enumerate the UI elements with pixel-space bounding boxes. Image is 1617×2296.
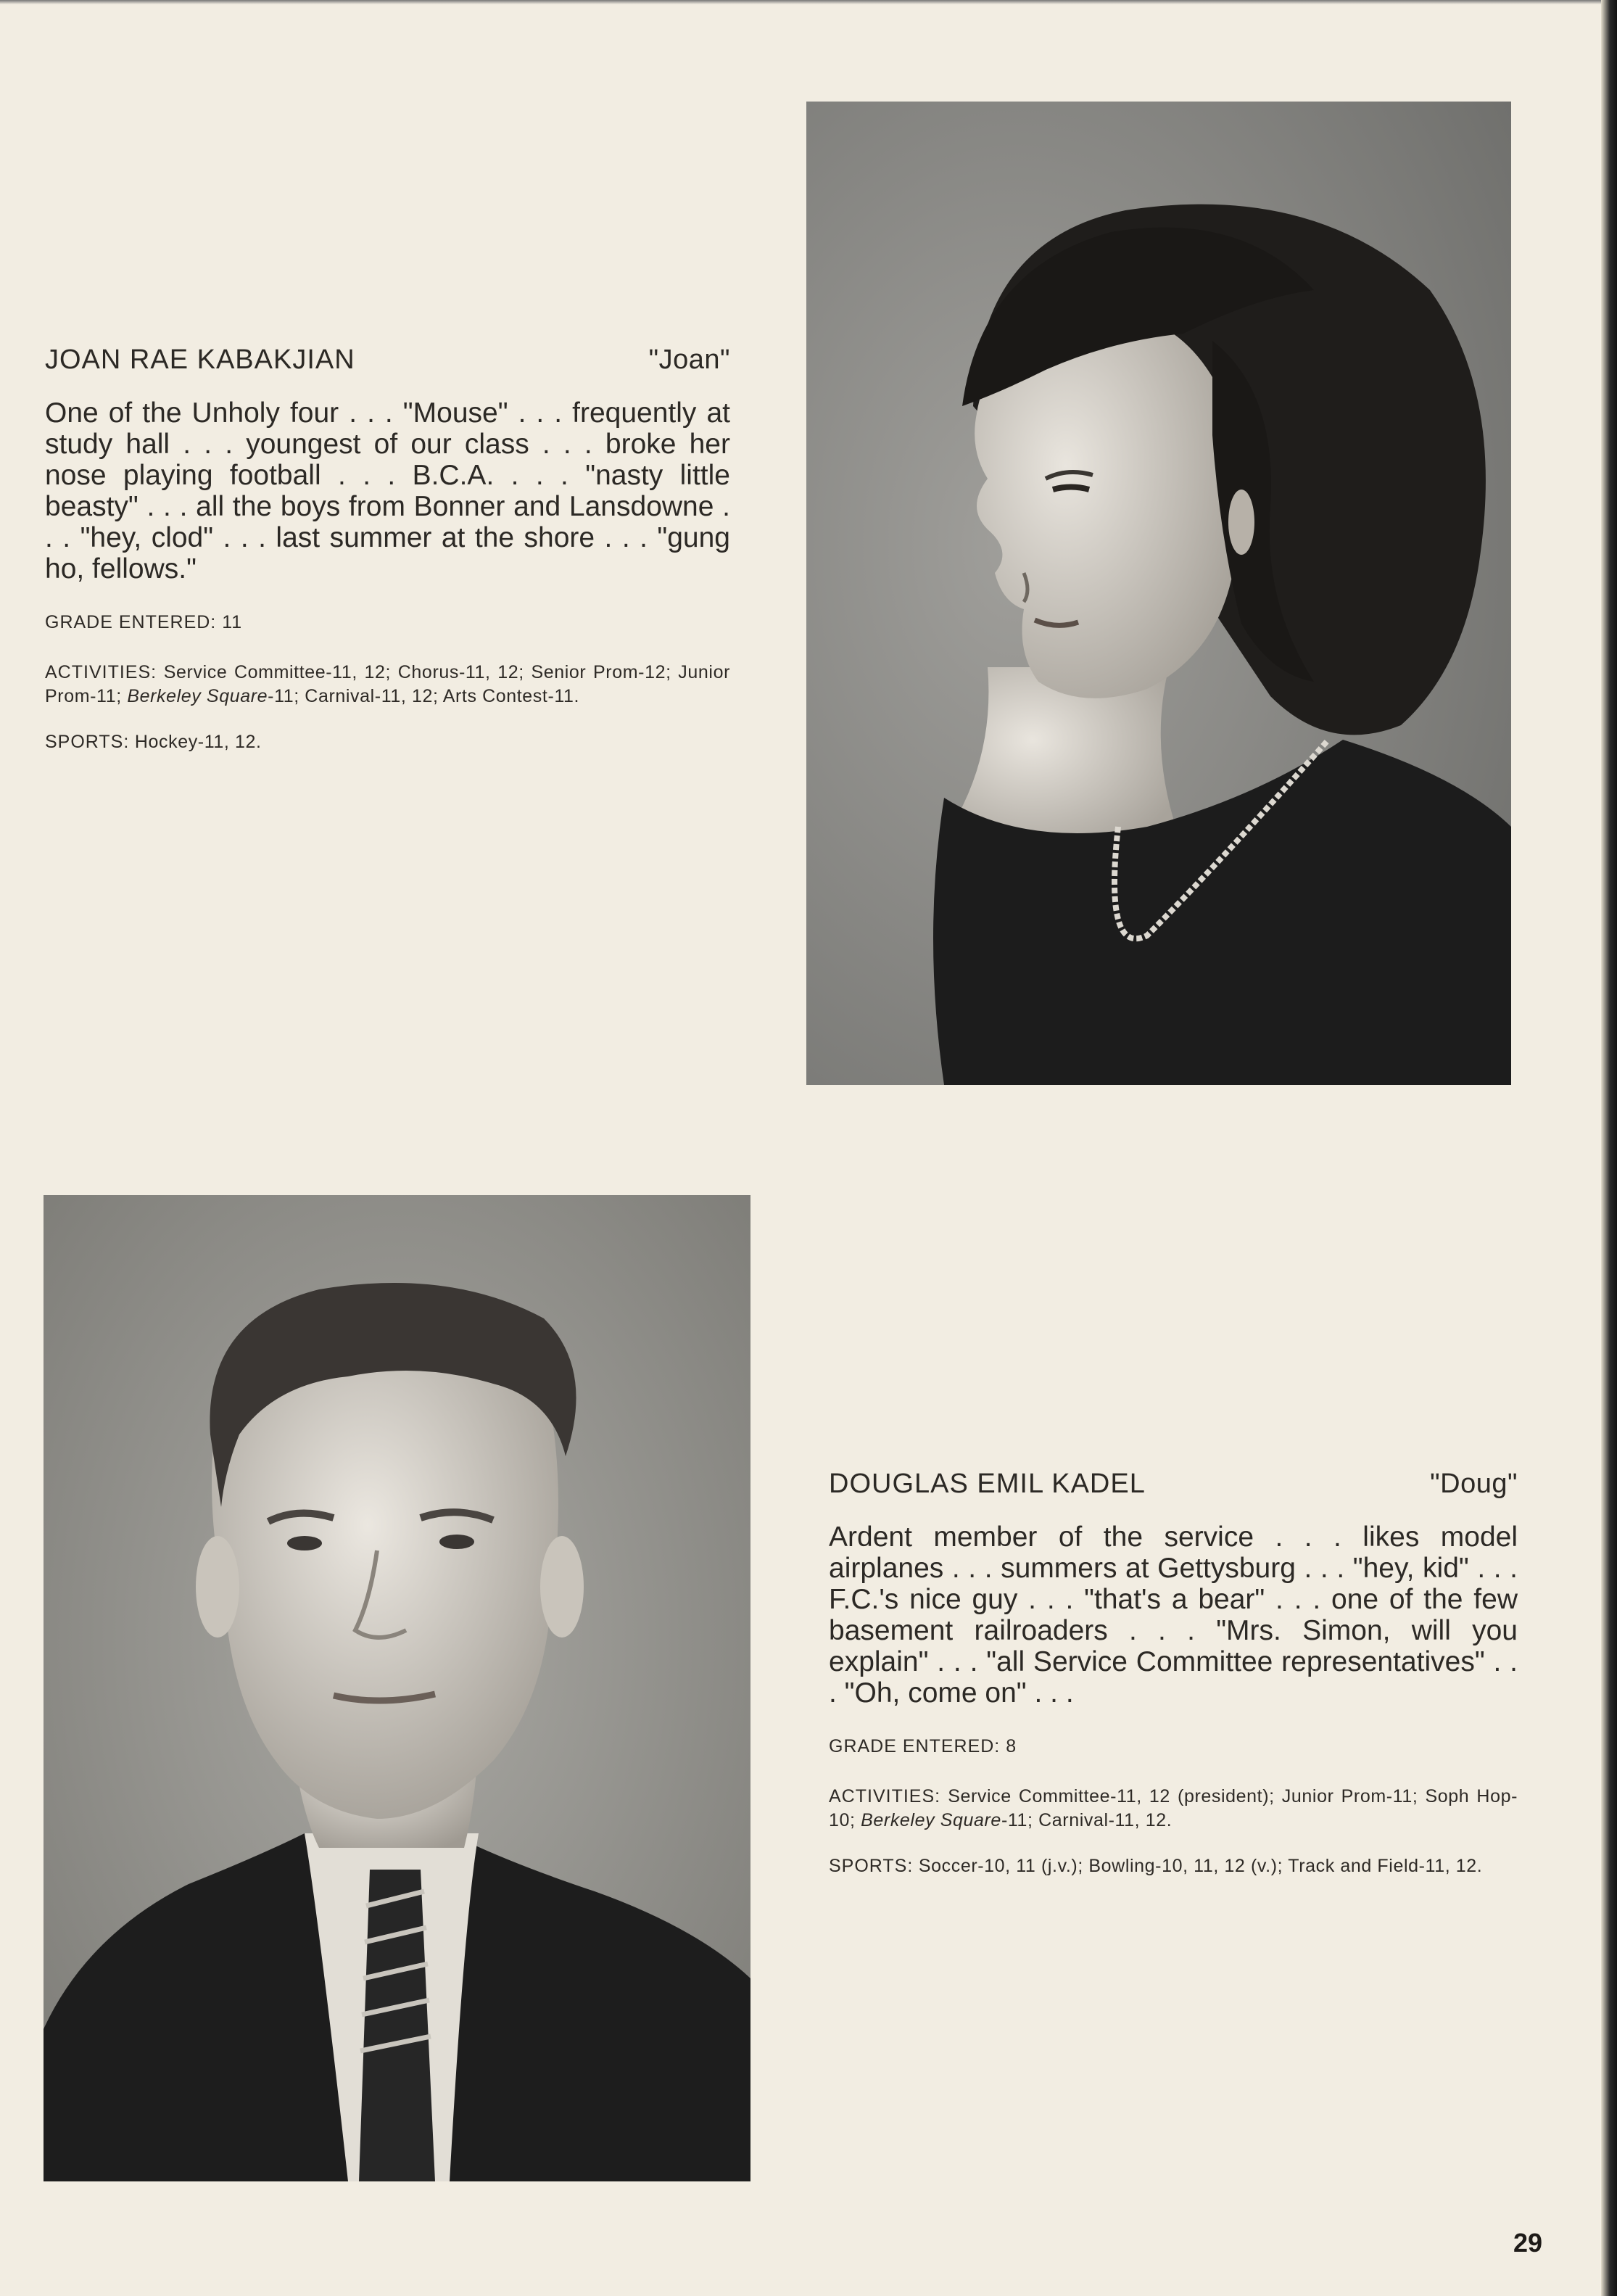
entry-header [45, 344, 730, 376]
activities-play-title: Berkeley Square [127, 686, 268, 706]
sports-label: SPORTS: [45, 732, 130, 752]
grade-entered-line [45, 612, 730, 633]
page-binding-edge [1601, 0, 1617, 2296]
portrait-photo-douglas [44, 1195, 750, 2181]
student-name: JOAN RAE KABAKJIAN [45, 344, 355, 375]
grade-entered-label: GRADE ENTERED: [45, 612, 217, 632]
activities-text-continued: -11; Carnival-11, 12; Arts Contest-11. [268, 686, 580, 706]
student-bio: Ardent member of the service . . . likes model airplanes . . . summers at Gettysburg . . . "hey, kid" . . . F.C.'s nice guy . . . "that's a bear" . . . one of the few basement railroaders . . . "Mrs. Simon, will you explain" . . . "all Service Committee representatives" . . . "Oh, come on" . . . [829, 1521, 1518, 1709]
activities-play-title: Berkeley Square [861, 1810, 1001, 1830]
student-bio: One of the Unholy four . . . "Mouse" . . . frequently at study hall . . . youngest of our class . . . broke her nose playing football . . . B.C.A. . . . "nasty little beasty" . . . all the boys from Bonner and Lansdowne . . . "hey, clod" . . . last summer at the shore . . . "gung ho, fellows." [45, 397, 730, 585]
student-entry-joan [45, 344, 730, 754]
student-nickname: "Joan" [648, 344, 730, 375]
activities-label: ACTIVITIES: [45, 662, 157, 682]
activities-line [829, 1785, 1518, 1833]
portrait-photo-joan [806, 102, 1511, 1085]
grade-entered-value: 8 [1006, 1736, 1017, 1756]
sports-text: Hockey-11, 12. [134, 732, 262, 752]
page-top-edge [0, 0, 1617, 4]
grade-entered-line [829, 1736, 1518, 1757]
student-name: DOUGLAS EMIL KADEL [829, 1469, 1146, 1499]
activities-text-continued: -11; Carnival-11, 12. [1001, 1810, 1173, 1830]
grade-entered-label: GRADE ENTERED: [829, 1736, 1001, 1756]
activities-text: Service Committee-11, 12 (president); Junior Prom-11; Soph Hop-10; [829, 1786, 1518, 1830]
sports-label: SPORTS: [829, 1856, 914, 1876]
page-number: 29 [1513, 2228, 1543, 2258]
sports-line [829, 1854, 1518, 1878]
student-entry-douglas [829, 1469, 1518, 1878]
activities-line [45, 661, 730, 709]
activities-text: Service Committee-11, 12; Chorus-11, 12; Senior Prom-12; Junior Prom-11; [45, 662, 730, 706]
grade-entered-value: 11 [222, 612, 243, 632]
activities-label: ACTIVITIES: [829, 1786, 941, 1806]
entry-header [829, 1469, 1518, 1500]
sports-line [45, 730, 730, 754]
student-nickname: "Doug" [1430, 1469, 1518, 1499]
sports-text: Soccer-10, 11 (j.v.); Bowling-10, 11, 12 (v.); Track and Field-11, 12. [918, 1856, 1483, 1876]
